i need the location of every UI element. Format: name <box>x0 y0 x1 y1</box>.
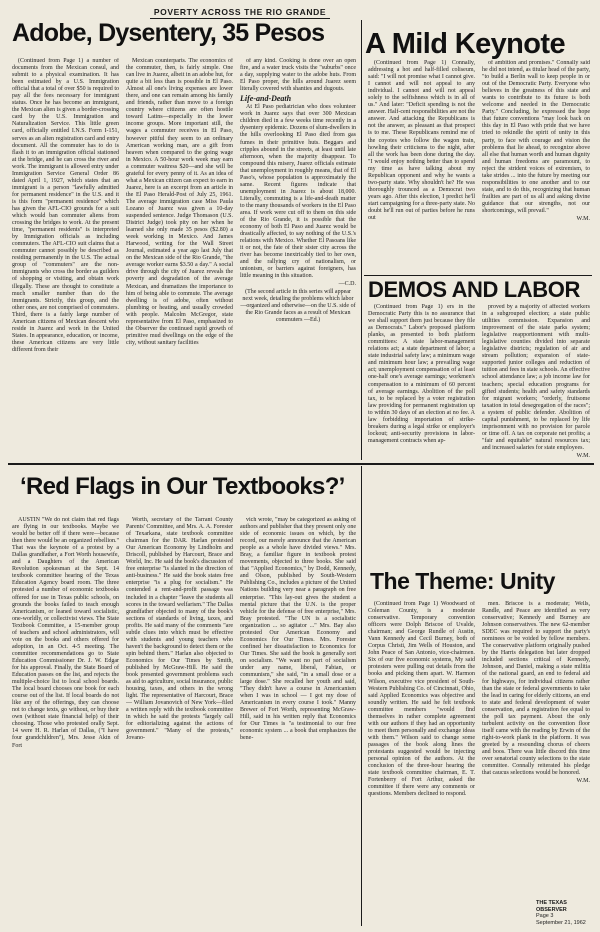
demos-text-1: (Continued from Page 1) ers in the Democratic Party this is no assurance that we shall support them just because they file as Democrats." Labor's proposed platform planks, as presented to both platform committees: A state labor-management relations act; a state department of labor; a state industrial safety law; a minimum wage and minimum hour law; a prevailing wage act; unemployment compensation of at least one-half one's average earnings; workmen's compensation to a minimum of 60 percent of average earnings. Abolition of the poll tax, to be replaced by a voter registration law providing for permanent registration up to within 30 days of an election at no fee. A law forbidding importation of strike-breakers during a legal strike or employer's lockout; anti-security provisions in labor-management contracts when ap- <box>368 304 475 444</box>
redflags-text-2: Worth, secretary of the Tarrant County Parents' Committee, and Mrs. A. A. Forester of Texarkana, state textbook committee chairman for the DAR. Harlan protested Our American Economy by Lindholm and Driscoll, published by Harcourt, Brace and World, Inc. He said the book's discussion of free enterprise "is slanted in the direction of anti-business." He said the book states free enterprise "is a plug for socialism." He contended a rent-and-profit passage was included in a chapter "leave the students all scores in the toward welfarism." The Dallas grandfather objected to many of the book's sections of standards of living, taxes, and profits. He said many of the comments "are subtle clues into which must be effective with students and young teachers who haven't the background to detect them or the spin behind them." Harlan also objected to Economics for Our Times by Smith, published by McGraw-Hill. He said the book presented government problems such as aid to agriculture, social insurance, public housing, taxes, and others in the wrong light. The representative of Harcourt, Brace — William Jovanovich of New York—filed a written reply with the textbook committee in which he said the protests "largely call for editorializing against the actions of government." "Many of the protests," Jovano- <box>126 517 233 742</box>
headline-adobe: Adobe, Dysentery, 35 Pesos <box>12 19 325 47</box>
headline-redflags: ‘Red Flags in Our Textbooks?’ <box>20 473 345 500</box>
redflags-text-3: vich wrote, "may be categorized as asking of authors and publisher that they present only one side of economic issues on which, by the record, our merely announce that the American people as a whole have divided views." Mrs. Bray, a familiar figure in textbook protest movements, objected to three books. She said that "Applied Economics," by Dodd, Kennedy, and Olson, published by South-Western Publishing Co., includes a picture of the United Nations building very near a paragraph on free enterprise. "This lay-out gives the student a mental picture that the U.N. is the proper vehicle for the defense of free enterprise," Mrs. Bray protested. "The UN is a socialistic organization ... so agitator ..." Mrs. Bay also protested Our American Economy and Economics for Our Times. Mrs. Forester confined her dissatisfaction to Economics for Our Times. She said the book is generally sort on socialism. "We want no part of socialism under any name, liberal, Fabian, or communism," she said, "in a small dose or a large dose." She recalled her youth and said, "They didn't have a course in Americanism when I was in school — I got my dose of Americanism in every course I took." Manny Brewer of Fort Worth, representing McGraw-Hill, said in his written reply that Economics for Our Times is "a testimonial to our free economic system ... a book that emphasizes the bene- <box>240 517 356 742</box>
demos-text-2: proved by a majority of affected workers in a subgrouped election; a state public utilities commission. Expansion and improvement of the state parks system; legislative reapportionment with multi-legislative counties divided into separate legislative districts; regulation of air and stream pollution; expansion of state-supported junior colleges and reduction of tuition and fees in state schools. An effective school attendance law; a job income law for teachers; special education programs for gifted students; health and safety standards for migrant workers; "orderly, fruitsome taxation in total desegregation of the races"; a system of public defender. Abolition of capital punishment, to be replaced by life imprisonment with no provision for parole or time off. A tax on corporate net profits; a "fair and equitable" natural resources tax; and increased salaries for state employees. <box>482 304 590 451</box>
theme-column-1 <box>368 601 475 926</box>
demos-column-2 <box>482 304 590 460</box>
folio-date: September 21, 1962 <box>536 919 586 926</box>
theme-signature: W.M. <box>576 778 590 785</box>
keynote-text-2: of ambition and promises." Connally said he did not intend, as titular head of the party, "to build a Berlin wall to keep people in or out of the Democratic Party. Everyone who believes in the greatness of this state and wants to contribute to its future is both welcome and needed in the Democratic Party." Concluding, he expressed the hope that future conventions "may look back on this day in El Paso with pride that we have tried to rekindle the spirit of unity in this party, to face with courage and vision the problems that lie ahead, to recognize above all else that human worth and human dignity and human freedoms are paramount, to reject the strident voices of extremism, to take strides ... into the future by meeting our responsibilities to one another and to our state, and to do this, recognizing that human frailties are part of us all and asking divine guidance that our strengths, not our shortcomings, will prevail." <box>482 60 590 214</box>
redflags-column-2 <box>126 517 233 927</box>
section-kicker: POVERTY ACROSS THE RIO GRANDE <box>150 7 330 19</box>
theme-text-1: (Continued from Page 1) Woodward of Coleman County, is a moderate conservative. Temporary convention officers were Dolph Briscoe of Uvalde, chairman; and George Rundle of Austin, Vann Kennedy and Cecil Burney, both of Corpus Christi, Jim Wells of Houston, and John Peace of San Antonio, vice-chairmen. Six of our five economic systems, My said protesters were pulling out details from the books and picking them apart. W. Harmon Wilson, executive vice president of South-Western Publishing Co. of Cincinnati, Ohio, said Applied Economics was objective and soundly written. He said he felt textbook committee members "would find themselves in rather complete agreement with our authors if they had an opportunity to meet them personally and exchange ideas with them." Wilson said to change some passages of the book along lines the protestants suggested would be injecting personal opinion of the authors. At the conclusion of the three-hour hearing the state textbook committee chairman, E. T. Fortenberry of Fort Arthur, asked the committee if there were any comments or questions. Members declined to respond. <box>368 601 475 798</box>
adobe-editor-note: (The second article in this series will appear next week, detailing the problems which labor—organized and otherwise—on the U.S. side of the Rio Grande faces as a result of Mexican commuters —Ed.) <box>240 288 356 323</box>
keynote-column-2 <box>482 60 590 272</box>
section-rule <box>364 275 592 276</box>
adobe-column-2 <box>126 58 233 460</box>
redflags-column-3 <box>240 517 356 927</box>
theme-text-2: men. Briscoe is a moderate; Wells, Randle, and Peace are identified as very conservative; Kennedy and Burney are Johnson conservatives. The new 62-member SDEC was required to support the party's nominees or be voided by fellow members. The conservative platform originally pushed by the Harris delegation but later dropped included sections critical of Kennedy, Johnson, and Daniel, making a state militia of the national guard, an end to federal aid for highways, for individual citizens rather than the state or federal governments to take the lead in caring for elderly citizens, an end to state and federal development of water conservation, and a registration fee equal to the poll tax payment. About the only turbulent activity on the convention floor itself came with the reading by Erwin of the right-to-work plank in the platform. It was greeted by a resounding chorus of cheers and boos. There was little discord this time over senatorial county selections to the state committee. Connally reiterated his pledge that caucus selections would be honored. <box>482 601 590 777</box>
keynote-signature: W.M. <box>576 216 590 223</box>
column-divider-bottom <box>361 466 362 926</box>
keynote-column-1 <box>368 60 475 272</box>
adobe-column-3 <box>240 58 356 460</box>
redflags-column-1 <box>12 517 119 927</box>
headline-keynote: A Mild Keynote <box>365 28 565 60</box>
folio <box>536 900 596 926</box>
headline-theme: The Theme: Unity <box>370 568 555 594</box>
demos-column-1 <box>368 304 475 460</box>
adobe-column-1 <box>12 58 119 460</box>
adobe-text-3a: of any kind. Cooking is done over an open fire, and a water truck visits the "suburbs" once a day, supplying water to the adobe huts. From El Paso proper, the hills around Juarez seem literally covered with shanties and dugouts. <box>240 58 356 93</box>
adobe-text-1: (Continued from Page 1) a number of documents from the Mexican consul, and submit to a physical examination. It has been estimated by a U.S. Immigration official that a total of over $50 is required to pay all the fees necessary for immigrant status. Once he has become an immigrant, the Mexican alien is given a border-crossing card by the U.S. Immigration and Naturalization Service. This little green card, officially entitled I.N.S. Form I-151, serves as an alien registration card and entry document. All the commuter has to do is flash it to an immigration official stationed at the bridge, and he can cross the river and work. The immigrant is allowed entry under Immigration Service General Order 86 dated April 1, 1927, which states that an immigrant is a person "lawfully admitted for permanent residence" in the U.S. and it is this form "permanent residence" which has given the AFL-CIO grounds for a suit which would ban commuter aliens from crossing the bridges to work. At the present time, "permanent residents" is interpreted by Immigration officials as including commuters. The AFL-CIO suit claims that a commuter cannot possibly be described as residing permanently in the U.S. The actual group of "commuters" are the non-immigrants who cross the border as guilders of shopping or visiting, and obtain work illegally. These are thought to constitute a much smaller number than do the immigrants. Strictly, this group, and the other ones, are not comprised of commuters. Third, there is a fairly large number of American citizens of Mexican descent who reside in Juarez and work in the United States. In appearance, education, or income, these American citizens are very little different from their <box>12 58 119 353</box>
folio-page: Page 3 <box>536 913 554 919</box>
keynote-text-1: (Continued from Page 1) Connally, addressing a hot and half-filled coliseum, said: "I will not promise what I cannot give. I cannot and will not appeal to any individual. I cannot and will not appeal solely to the selfishness which is in all of us." And later: "Deficit spending is not the answer. Half-cent responsibilities are not the answer. And attacking the Republicans is not the answer, as pleasant as that prospect is to me. These Republicans remind me of the coyotes who follow the wagon train, howling their criticisms to the night, after all the work has been done during the day. "I would enjoy nothing better than to spend my time as have talking about my Republican opponent and why he wants a two-party state. Why shouldn't he? He was thoroughly trounced as a Democrat two years ago. After this election, I predict he'll start campaigning for a three-party state. No doubt he'll run out of parties before he runs out <box>368 60 475 222</box>
adobe-signature: —C.D. <box>338 281 356 288</box>
demos-signature: W.M. <box>576 452 590 459</box>
headline-demos: DEMOS AND LABOR <box>368 277 580 302</box>
subhead-life-and-death: Life-and-Death <box>240 94 292 104</box>
folio-publication: THE TEXAS OBSERVER <box>536 900 567 913</box>
adobe-text-3b: At El Paso pediatrician who does volunteer work in Juarez says that over 300 Mexican children died in a few weeks time recently in a dysentery epidemic. Dozens of slum-dwellers in the hills overlooking El Paso died from gas fumes in their primitive huts. Beggars and cripples abound in the streets, at least until late afternoon, when the majority disappear. To compound this misery, Juarez officials estimate that unemployment in roughly means, that of El Paso's, whose population is approximately the same. Recent figures indicate that unemployment in Juarez is about 18,000. Literally, commuting is a life-and-death matter to the many thousands of workers in the El Paso area. If work were cut off to them on this side of the Rio Grande, it is possible that the economy of both El Paso and Juarez would be drastically affected, to say nothing of the U.S.'s relations with Mexico. Whether El Pasoans like it or not, the fate of their sister city across the river has become inextricably tied to her own, and the rallying cry of nationalism, or unionism, or barriers against foreigners, has little meaning in this situation. <box>240 104 356 280</box>
redflags-text-1: AUSTIN "We do not claim that red flags are flying in our textbooks. Maybe we would be better off if there were—because then there would be an organized rebellion." That was the keynote of a protest by a Dallas grandfather, a Fort Worth housewife, and a Daughters of the American Revolution spokesman at the Sept. 14 textbook committee hearing of the Texas Education Agency board room. The three protested a number of economic textbooks offered for use in Texas public schools, on grounds the books failed to teach enough Americanism, or leaned toward socialistic, one-worldly, or collectivist views. The State Textbook Committee, a 15-member group of teachers and school administrators, will vote on the books and others offered for adoption, in an Oct. 4-5 meeting. The committee recommendations go to State Education Commissioner Dr. J. W. Edgar for his approval. Finally, the State Board of Education passes on the list, and rejects the multiple-choice list to local school boards. The local board chooses one book for each course out of the list. If local boards do not like any of the offerings, they can choose not to change texts, go without, or buy their own (without state financial help) of their choosing. Those who protested orally Sept. 14 were H. R. Harlan of Dallas, ("I have four grandchildren"), Mrs. Jesse Akin of Fort <box>12 517 119 749</box>
column-divider <box>361 20 362 460</box>
page-divider <box>8 463 594 465</box>
theme-column-2 <box>482 601 590 893</box>
adobe-text-2: Mexican counterparts. The economics of the commuter, then, is fairly simple. One can live in Juarez, albeit in an adobe hut, for quite a bit less than is possible in El Paso. Almost all one's living expenses are lower there, and one can remain among his family and friends, rather than move to a foreign country where citizens are often hostile toward Latins—especially in the lower income groups. More important still, the wages a commuter receives in El Paso, however pitiful they seem to an ordinary American working man, are a gift from heaven when compared to the going wage in Mexico. A 50-hour work week may earn a commuter waitress $20—and she will be grateful for every penny of it. As an idea of what a Mexican citizen can expect to earn in Juarez, here is an excerpt from an article in the El Paso Herald-Post of July 25, 1961. The average immigration case Miss Paula Lozano of Juarez was given a 10-day suspended sentence. Judge Thomason (U.S. District Judge) took pity on her when he learned she only made 35 pesos ($2.80) a week working in Mexico. And James Harwood, writing for the Wall Street Journal, estimated a year ago last July that on the Mexican side of the Rio Grande, "the average worker earns $3.50 a day." A social drive through the city of Juarez reveals the poverty and degradation of the average Mexican, and dramatizes the importance to him of being able to commute. The average dwelling is of adobe, often without plumbing or heating, and usually crowded with people. Malcolm McGregor, state representative from El Paso, emphasized to the Observer the continued rapid growth of primitive mud dwellings on the edge of the city, without sanitary facilities <box>126 58 233 346</box>
